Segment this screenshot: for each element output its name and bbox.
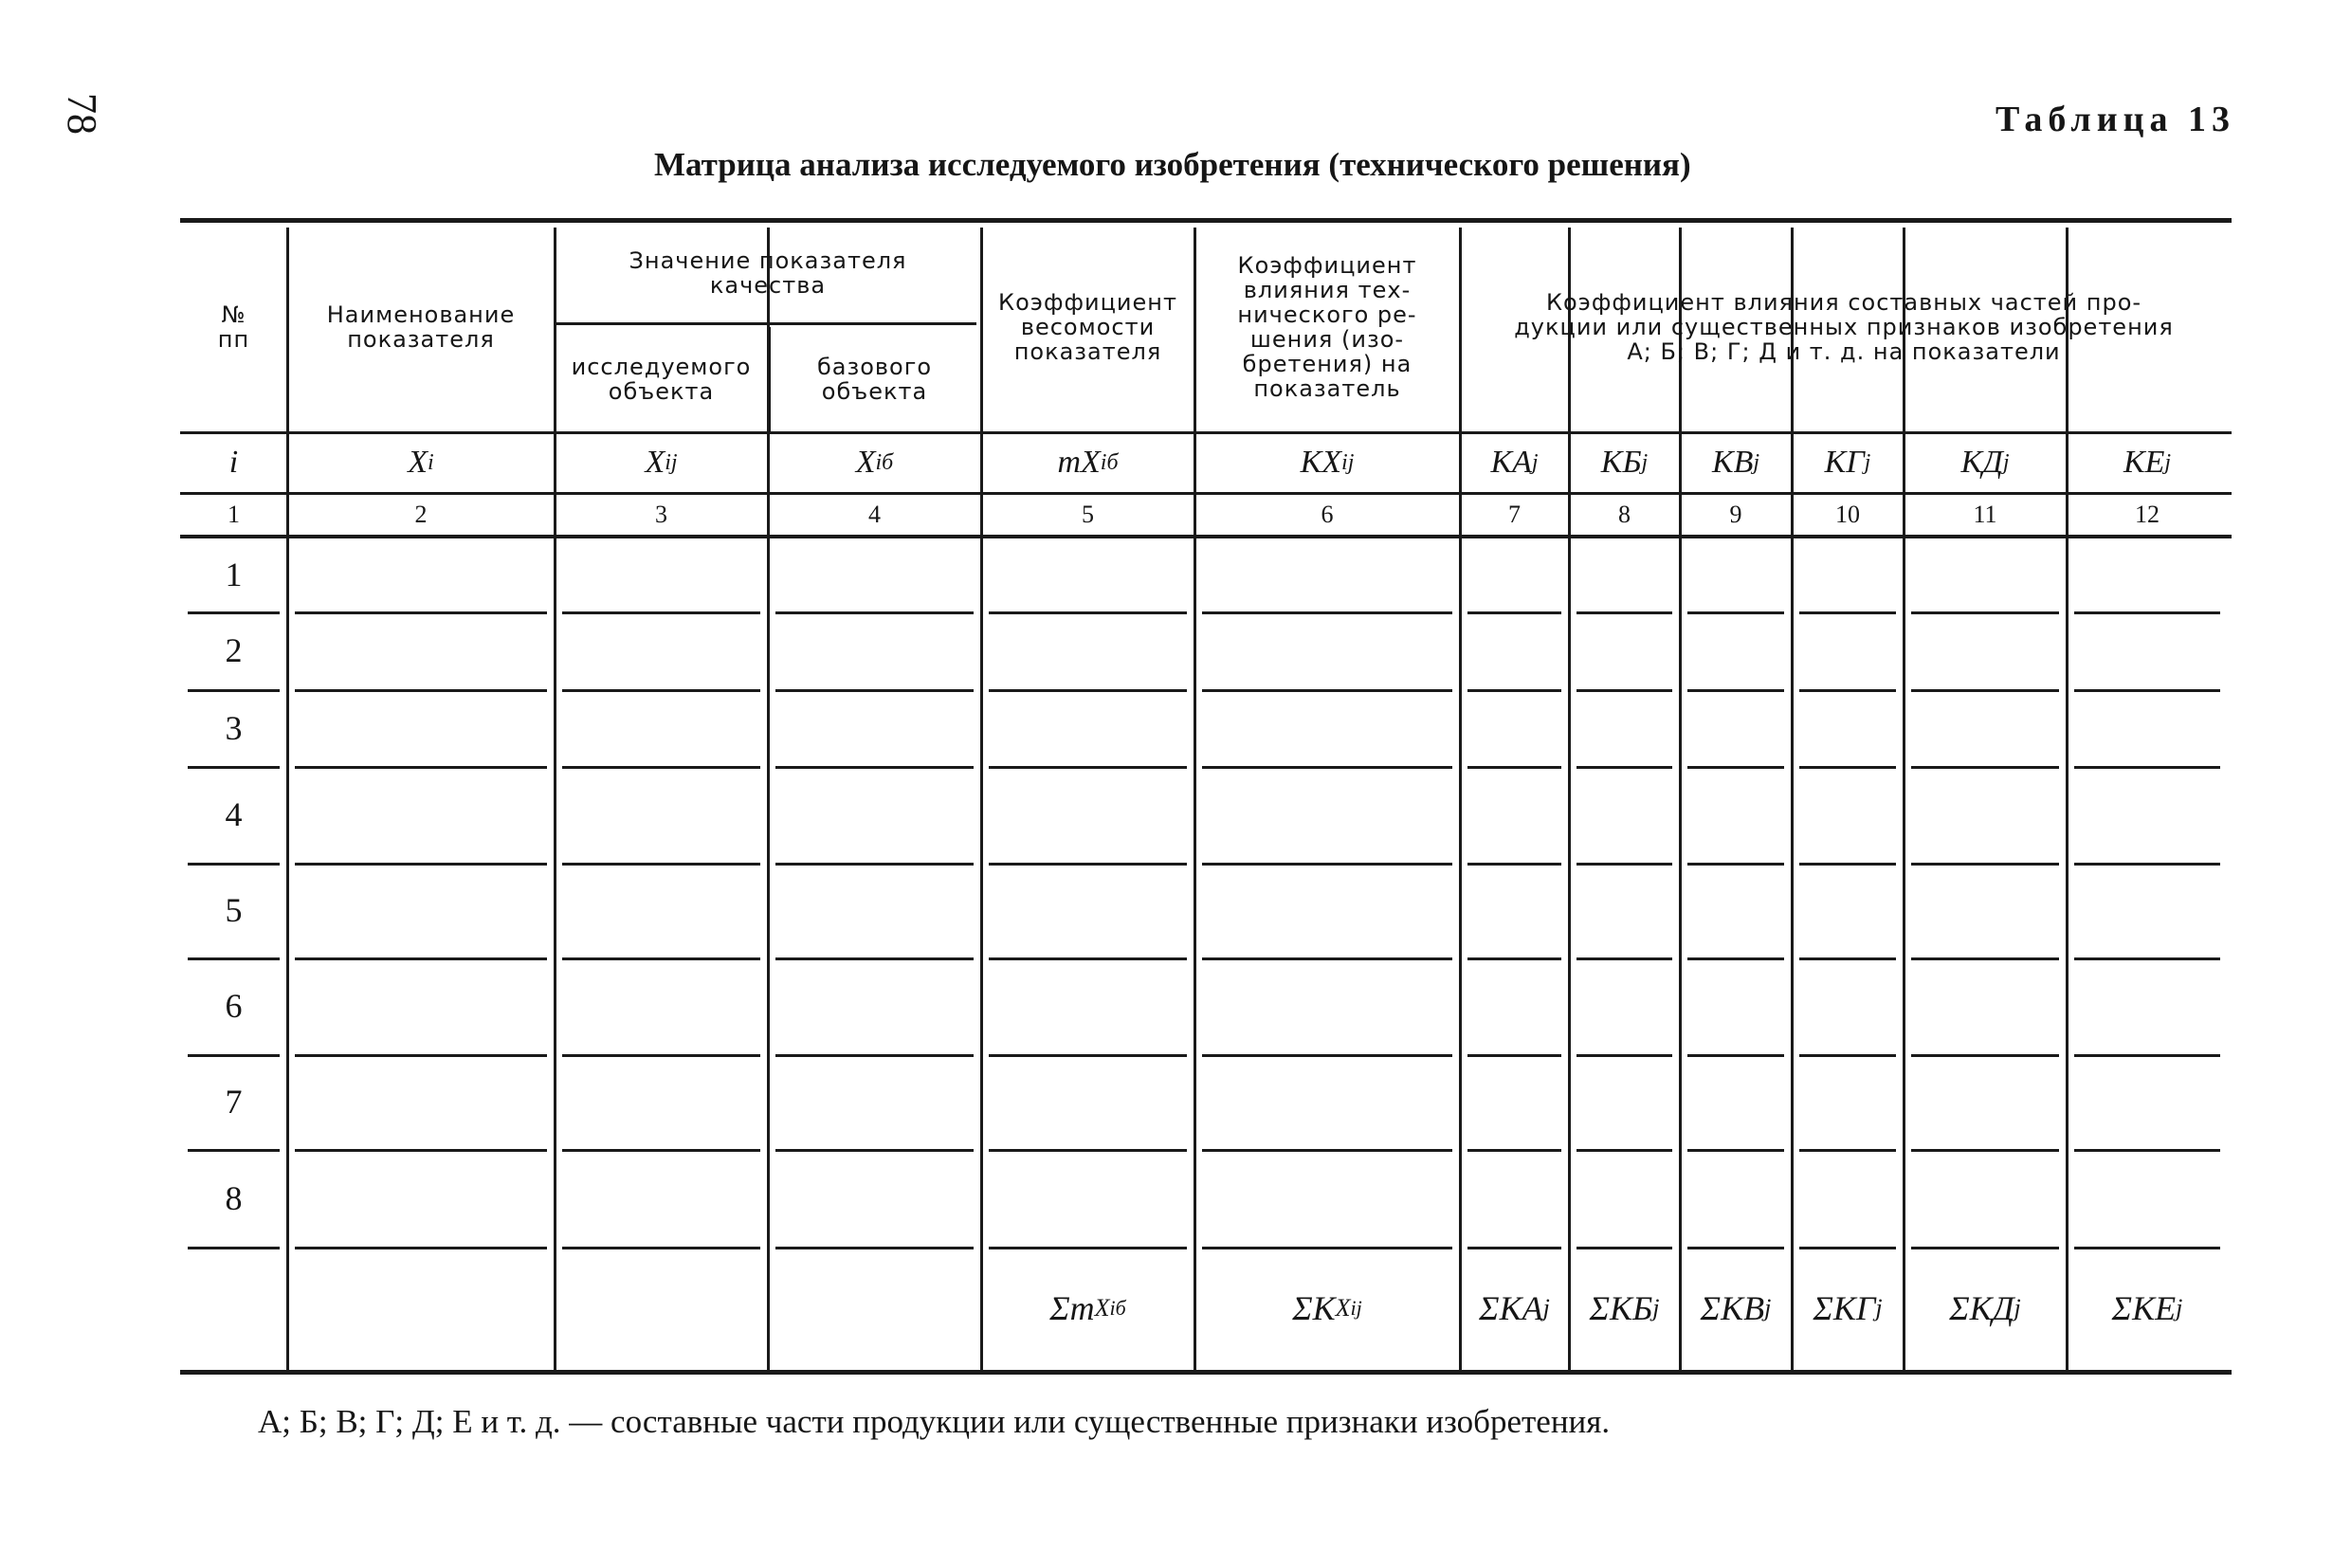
row-rule — [2074, 689, 2220, 692]
symbol-cell — [558, 434, 764, 491]
row-rule — [188, 1247, 280, 1249]
row-rule — [1911, 689, 2059, 692]
row-rule — [1911, 1054, 2059, 1057]
sum-cell — [1795, 1256, 1900, 1360]
column-number — [1684, 495, 1788, 534]
symbol-subscript: j — [2164, 449, 2172, 475]
row-number-text: 6 — [225, 987, 243, 1025]
row-number — [184, 957, 283, 1054]
row-rule — [2074, 1054, 2220, 1057]
row-rule — [775, 611, 974, 614]
row-rule — [562, 766, 760, 769]
column-number-text: 7 — [1508, 500, 1521, 528]
page-number: 78 — [59, 93, 105, 135]
symbol-cell — [2070, 434, 2224, 491]
row-rule — [2074, 1247, 2220, 1249]
symbol-subscript: j — [1753, 449, 1760, 475]
row-number-text: 2 — [225, 631, 243, 669]
symbol-base: X — [855, 445, 876, 480]
row-rule — [1576, 766, 1672, 769]
row-rule — [989, 1149, 1187, 1152]
sum-subscript-2: iб — [1109, 1296, 1126, 1320]
row-rule — [295, 611, 547, 614]
symbol-cell — [1795, 434, 1900, 491]
header-name-text: Наименование показателя — [326, 301, 516, 353]
row-rule — [2074, 863, 2220, 866]
symbol-base: KБ — [1600, 445, 1642, 480]
column-number — [291, 495, 551, 534]
header-name — [291, 226, 551, 428]
table-label: Таблица 13 — [1995, 100, 2235, 139]
column-number — [184, 495, 283, 534]
sum-base: ΣK — [1292, 1289, 1336, 1327]
column-number-text: 1 — [228, 500, 240, 528]
row-rule — [1576, 611, 1672, 614]
header-pp — [184, 226, 283, 428]
symbol-base: i — [228, 445, 239, 480]
sum-base: ΣKГ — [1813, 1289, 1876, 1327]
row-number — [184, 863, 283, 957]
sum-cell — [985, 1256, 1191, 1360]
sum-cell — [1684, 1256, 1788, 1360]
column-number-text: 3 — [655, 500, 667, 528]
row-rule — [775, 957, 974, 960]
symbol-subscript: ij — [1341, 449, 1355, 475]
header-parts — [1464, 226, 2224, 428]
symbol-base: KД — [1960, 445, 2003, 480]
column-number-text: 12 — [2135, 500, 2160, 528]
sum-subscript: j — [2014, 1294, 2021, 1322]
header-influence — [1198, 226, 1456, 428]
row-rule — [1202, 1149, 1452, 1152]
row-rule — [775, 766, 974, 769]
sum-subscript: j — [1764, 1294, 1772, 1322]
symbol-base: KВ — [1711, 445, 1754, 480]
symbol-base: mX — [1057, 445, 1101, 480]
row-rule — [1202, 611, 1452, 614]
row-number — [184, 538, 283, 611]
sum-cell — [1573, 1256, 1676, 1360]
row-rule — [1687, 611, 1784, 614]
header-pp-text: № пп — [217, 301, 250, 353]
row-rule — [1799, 766, 1896, 769]
row-rule — [1202, 957, 1452, 960]
table-bottom-rule — [180, 1370, 2232, 1375]
column-number-text: 10 — [1835, 500, 1860, 528]
row-rule — [1799, 863, 1896, 866]
symbol-base: KЕ — [2123, 445, 2165, 480]
row-rule — [2074, 611, 2220, 614]
row-rule — [1799, 689, 1896, 692]
symbol-cell — [1573, 434, 1676, 491]
row-number — [184, 1149, 283, 1247]
table-title: Матрица анализа исследуемого изобретения (технического решения) — [654, 146, 1691, 183]
row-rule — [1576, 1149, 1672, 1152]
row-rule — [1467, 766, 1561, 769]
column-divider — [1459, 228, 1462, 1370]
row-rule — [2074, 1149, 2220, 1152]
sum-cell — [2070, 1256, 2224, 1360]
row-number — [184, 689, 283, 766]
row-rule — [989, 863, 1187, 866]
row-rule — [1576, 1054, 1672, 1057]
row-number — [184, 1054, 283, 1149]
symbol-base: X — [645, 445, 665, 480]
sum-cell — [1907, 1256, 2063, 1360]
row-rule — [1687, 766, 1784, 769]
row-number-text: 7 — [225, 1083, 243, 1121]
row-rule — [562, 1247, 760, 1249]
row-rule — [1911, 1149, 2059, 1152]
row-rule — [1467, 863, 1561, 866]
row-rule — [1911, 1247, 2059, 1249]
row-rule — [1799, 611, 1896, 614]
row-rule — [1467, 689, 1561, 692]
row-number-text: 3 — [225, 708, 243, 747]
row-rule — [1911, 863, 2059, 866]
row-rule — [775, 863, 974, 866]
row-rule — [1202, 863, 1452, 866]
row-rule — [775, 1149, 974, 1152]
header-value-group — [558, 226, 977, 320]
column-number — [1795, 495, 1900, 534]
column-divider — [980, 228, 983, 1370]
column-number — [772, 495, 977, 534]
column-divider — [1194, 228, 1196, 1370]
row-rule — [562, 863, 760, 866]
row-rule — [1202, 1247, 1452, 1249]
row-rule — [295, 1054, 547, 1057]
row-rule — [1799, 1247, 1896, 1249]
sum-base: ΣKА — [1479, 1289, 1543, 1327]
table-top-rule — [180, 218, 2232, 223]
header-weight-text: Коэффициент весомости показателя — [998, 289, 1177, 365]
row-rule — [1576, 689, 1672, 692]
row-rule — [989, 1247, 1187, 1249]
row-rule — [1202, 1054, 1452, 1057]
footnote: А; Б; В; Г; Д; Е и т. д. — составные части продукции или существенные признаки изобретения. — [258, 1403, 1611, 1440]
row-rule — [1687, 689, 1784, 692]
column-number-text: 2 — [414, 500, 428, 528]
symbol-base: KА — [1490, 445, 1532, 480]
row-rule — [1467, 1149, 1561, 1152]
row-rule — [989, 957, 1187, 960]
row-rule — [295, 957, 547, 960]
row-number-text: 8 — [225, 1178, 243, 1217]
symbol-base: KX — [1300, 445, 1342, 480]
sum-subscript: X — [1335, 1294, 1351, 1322]
column-number-text: 8 — [1618, 500, 1631, 528]
row-rule — [1467, 1247, 1561, 1249]
symbol-subscript: j — [1531, 449, 1539, 475]
column-number-text: 6 — [1321, 500, 1334, 528]
row-rule — [1576, 1247, 1672, 1249]
row-rule — [2074, 766, 2220, 769]
sum-base: Σm — [1049, 1289, 1095, 1327]
row-rule — [295, 1247, 547, 1249]
row-rule — [562, 689, 760, 692]
column-number — [2070, 495, 2224, 534]
row-rule — [295, 863, 547, 866]
row-rule — [1467, 957, 1561, 960]
column-number — [1464, 495, 1565, 534]
sum-cell — [1198, 1256, 1456, 1360]
header-studied-text: исследуемого объекта — [571, 354, 752, 405]
column-number-text: 9 — [1729, 500, 1742, 528]
header-studied — [558, 330, 764, 428]
row-rule — [295, 1149, 547, 1152]
row-rule — [562, 1054, 760, 1057]
row-rule — [989, 1054, 1187, 1057]
column-number — [558, 495, 764, 534]
row-rule — [1911, 611, 2059, 614]
column-number-text: 4 — [868, 500, 881, 528]
sum-base: ΣKВ — [1700, 1289, 1765, 1327]
header-value-group-text: Значение показателя качества — [629, 247, 907, 299]
column-number-text: 5 — [1082, 500, 1094, 528]
symbol-cell — [1907, 434, 2063, 491]
row-rule — [562, 611, 760, 614]
column-number-rule — [180, 535, 2232, 538]
sum-subscript: j — [1875, 1294, 1883, 1322]
sum-subscript: j — [1652, 1294, 1660, 1322]
sum-subscript: X — [1094, 1294, 1110, 1322]
sum-base: ΣKБ — [1589, 1289, 1653, 1327]
row-number — [184, 766, 283, 863]
row-rule — [1687, 957, 1784, 960]
symbol-cell — [985, 434, 1191, 491]
row-rule — [1799, 957, 1896, 960]
column-number — [1573, 495, 1676, 534]
row-rule — [1687, 1054, 1784, 1057]
row-rule — [562, 1149, 760, 1152]
row-number-text: 4 — [225, 795, 243, 833]
row-rule — [1467, 611, 1561, 614]
symbol-subscript: iб — [1100, 449, 1119, 475]
sum-cell — [1464, 1256, 1565, 1360]
header-base — [772, 330, 977, 428]
symbol-subscript: i — [428, 449, 434, 475]
row-rule — [775, 689, 974, 692]
symbol-cell — [184, 434, 283, 491]
row-rule — [295, 689, 547, 692]
row-rule — [1799, 1054, 1896, 1057]
row-number-text: 5 — [225, 891, 243, 929]
row-rule — [775, 1054, 974, 1057]
row-rule — [1687, 1149, 1784, 1152]
column-divider — [286, 228, 289, 1370]
row-rule — [295, 766, 547, 769]
row-rule — [1687, 863, 1784, 866]
header-weight — [985, 226, 1191, 428]
row-rule — [1687, 1247, 1784, 1249]
symbol-subscript: iб — [875, 449, 894, 475]
column-divider — [554, 228, 556, 1370]
symbol-base: KГ — [1824, 445, 1865, 480]
row-rule — [562, 957, 760, 960]
row-rule — [989, 766, 1187, 769]
sum-base: ΣKЕ — [2111, 1289, 2177, 1327]
column-number — [985, 495, 1191, 534]
header-parts-text: Коэффициент влияния составных частей про- дукции или существенных признаков изобретения А; Б; В; Г; Д и т. д. на показатели — [1514, 289, 2174, 365]
sum-subscript-2: ij — [1350, 1296, 1362, 1320]
column-number — [1198, 495, 1456, 534]
symbol-subscript: j — [2002, 449, 2010, 475]
symbol-cell — [772, 434, 977, 491]
sum-subscript: j — [1542, 1294, 1550, 1322]
row-number — [184, 611, 283, 689]
symbol-cell — [1464, 434, 1565, 491]
row-rule — [1576, 863, 1672, 866]
symbol-cell — [291, 434, 551, 491]
row-rule — [1799, 1149, 1896, 1152]
symbol-subscript: ij — [665, 449, 678, 475]
sum-base: ΣKД — [1949, 1289, 2014, 1327]
symbol-subscript: j — [1864, 449, 1871, 475]
symbol-cell — [1684, 434, 1788, 491]
column-number — [1907, 495, 2063, 534]
value-subcolumn-divider — [768, 327, 771, 434]
row-rule — [1202, 766, 1452, 769]
row-rule — [1576, 957, 1672, 960]
header-influence-text: Коэффициент влияния тех- нического ре- шения (изо- бретения) на показатель — [1237, 252, 1417, 402]
column-number-text: 11 — [1973, 500, 1997, 528]
row-number-text: 1 — [225, 556, 243, 593]
row-rule — [1911, 957, 2059, 960]
row-rule — [989, 611, 1187, 614]
row-rule — [775, 1247, 974, 1249]
value-group-rule — [555, 322, 976, 325]
header-base-text: базового объекта — [816, 354, 933, 405]
sum-subscript: j — [2176, 1294, 2183, 1322]
symbol-cell — [1198, 434, 1456, 491]
row-rule — [989, 689, 1187, 692]
symbol-subscript: j — [1641, 449, 1649, 475]
row-rule — [1911, 766, 2059, 769]
row-rule — [2074, 957, 2220, 960]
row-rule — [1202, 689, 1452, 692]
symbol-base: X — [408, 445, 428, 480]
row-rule — [1467, 1054, 1561, 1057]
